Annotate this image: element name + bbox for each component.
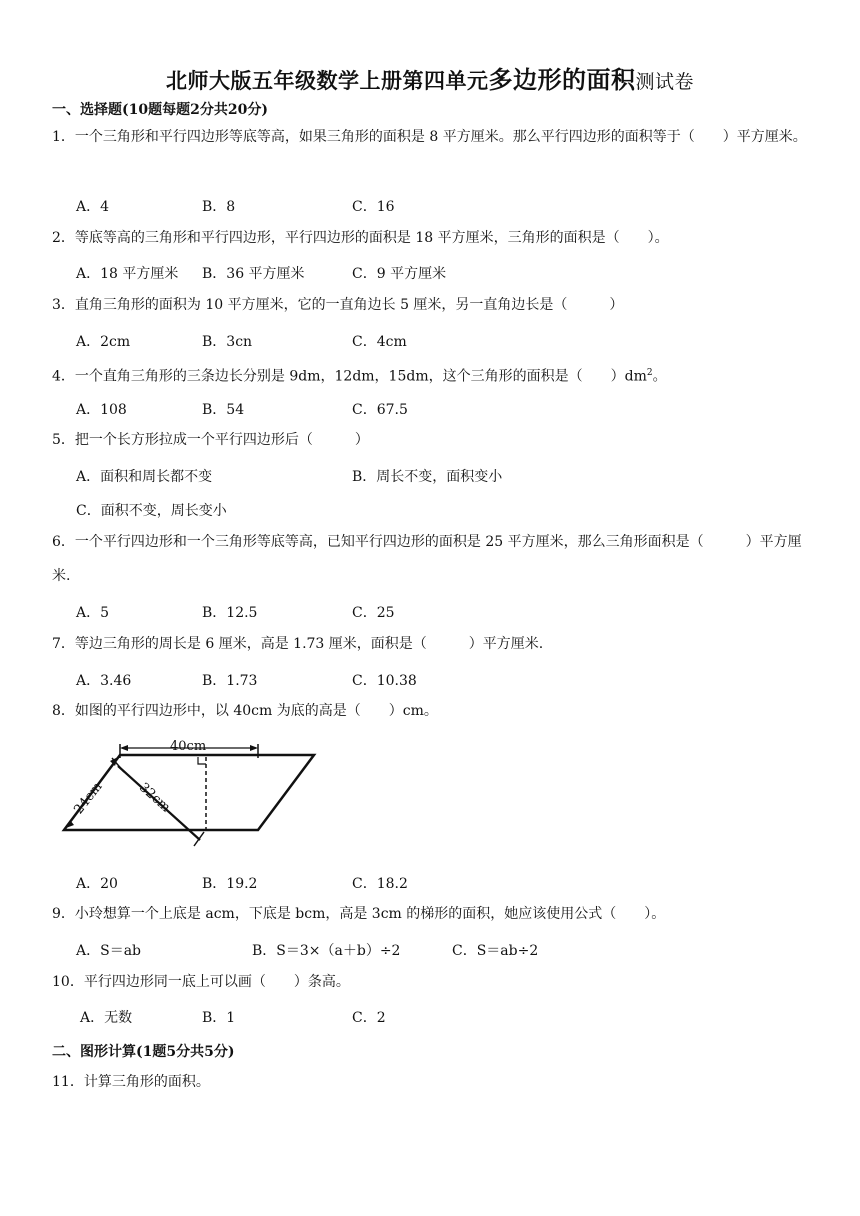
section-2-heading: 二、图形计算(1题5分共5分) xyxy=(52,1044,235,1060)
q9-option-b[interactable]: B．S＝3×（a＋b）÷2 xyxy=(252,943,401,959)
q9-option-c[interactable]: C．S＝ab÷2 xyxy=(452,943,539,959)
q2-option-c[interactable]: C．9 平方厘米 xyxy=(352,266,447,282)
title-prefix: 北师大版五年级数学上册第四单元 xyxy=(165,68,489,93)
question-10: 10．平行四边形同一底上可以画（ ）条高。 xyxy=(52,974,350,990)
title-main: 多边形的面积 xyxy=(488,65,636,94)
section-1-heading: 一、选择题(10题每题2分共20分) xyxy=(52,102,268,118)
q3-option-c[interactable]: C．4cm xyxy=(352,334,407,350)
q8-option-a[interactable]: A．20 xyxy=(76,876,118,892)
question-6: 6．一个平行四边形和一个三角形等底等高，已知平行四边形的面积是 25 平方厘米，那么三角形面积是（ ）平方厘米. xyxy=(52,534,802,584)
diag-tick-bottom xyxy=(194,832,204,846)
q9-option-a[interactable]: A．S＝ab xyxy=(76,943,142,959)
label-32cm: 32cm xyxy=(136,780,174,816)
parallelogram-figure xyxy=(52,736,352,856)
label-24cm: 24cm xyxy=(71,779,106,818)
question-4-end: 。 xyxy=(652,368,667,385)
q2-option-b[interactable]: B．36 平方厘米 xyxy=(202,266,305,282)
question-8: 8．如图的平行四边形中，以 40cm 为底的高是（ ）cm。 xyxy=(52,703,438,719)
question-3: 3．直角三角形的面积为 10 平方厘米，它的一直角边长 5 厘米，另一直角边长是（ ） xyxy=(52,297,624,313)
q1-option-a[interactable]: A．4 xyxy=(76,199,110,215)
q3-option-a[interactable]: A．2cm xyxy=(76,334,131,350)
right-angle-mark xyxy=(198,757,206,764)
label-40cm: 40cm xyxy=(170,739,207,754)
question-2: 2．等底等高的三角形和平行四边形，平行四边形的面积是 18 平方厘米，三角形的面积是（ ）。 xyxy=(52,230,669,246)
question-7: 7．等边三角形的周长是 6 厘米，高是 1.73 厘米，面积是（ ）平方厘米. xyxy=(52,636,544,652)
question-5: 5．把一个长方形拉成一个平行四边形后（ ） xyxy=(52,432,369,448)
question-1: 1．一个三角形和平行四边形等底等高，如果三角形的面积是 8 平方厘米。那么平行四边形的面积等于（ ）平方厘米。 xyxy=(52,129,807,145)
question-4 xyxy=(52,356,812,394)
question-9: 9．小玲想算一个上底是 acm，下底是 bcm，高是 3cm 的梯形的面积，她应该使用公式（ ）。 xyxy=(52,906,666,922)
q7-option-b[interactable]: B．1.73 xyxy=(202,673,258,689)
q5-option-c[interactable]: C．面积不变，周长变小 xyxy=(76,503,227,519)
q7-option-a[interactable]: A．3.46 xyxy=(76,673,132,689)
arrow-left-icon xyxy=(120,745,128,751)
q4-option-b[interactable]: B．54 xyxy=(202,402,245,418)
q1-option-c[interactable]: C．16 xyxy=(352,199,395,215)
q8-option-c[interactable]: C．18.2 xyxy=(352,876,408,892)
arrow-right-icon xyxy=(250,745,258,751)
q7-option-c[interactable]: C．10.38 xyxy=(352,673,417,689)
q10-option-b[interactable]: B．1 xyxy=(202,1010,236,1026)
q10-option-c[interactable]: C．2 xyxy=(352,1010,386,1026)
q1-option-b[interactable]: B．8 xyxy=(202,199,236,215)
title-suffix: 测试卷 xyxy=(635,71,694,93)
page-title xyxy=(0,60,860,95)
q6-option-a[interactable]: A．5 xyxy=(76,605,110,621)
question-11: 11．计算三角形的面积。 xyxy=(52,1074,210,1090)
q6-option-b[interactable]: B．12.5 xyxy=(202,605,258,621)
q3-option-b[interactable]: B．3cn xyxy=(202,334,253,350)
q5-option-a[interactable]: A．面积和周长都不变 xyxy=(76,469,213,485)
question-4-superscript: 2 xyxy=(646,368,653,378)
q4-option-c[interactable]: C．67.5 xyxy=(352,402,408,418)
q2-option-a[interactable]: A．18 平方厘米 xyxy=(76,266,179,282)
q5-option-b[interactable]: B．周长不变，面积变小 xyxy=(352,469,503,485)
q10-option-a[interactable]: A．无数 xyxy=(80,1010,133,1026)
q4-option-a[interactable]: A．108 xyxy=(76,402,127,418)
q8-option-b[interactable]: B．19.2 xyxy=(202,876,258,892)
question-4-text: 4．一个直角三角形的三条边长分别是 9dm，12dm，15dm，这个三角形的面积是（ ）dm xyxy=(52,368,647,385)
q6-option-c[interactable]: C．25 xyxy=(352,605,395,621)
